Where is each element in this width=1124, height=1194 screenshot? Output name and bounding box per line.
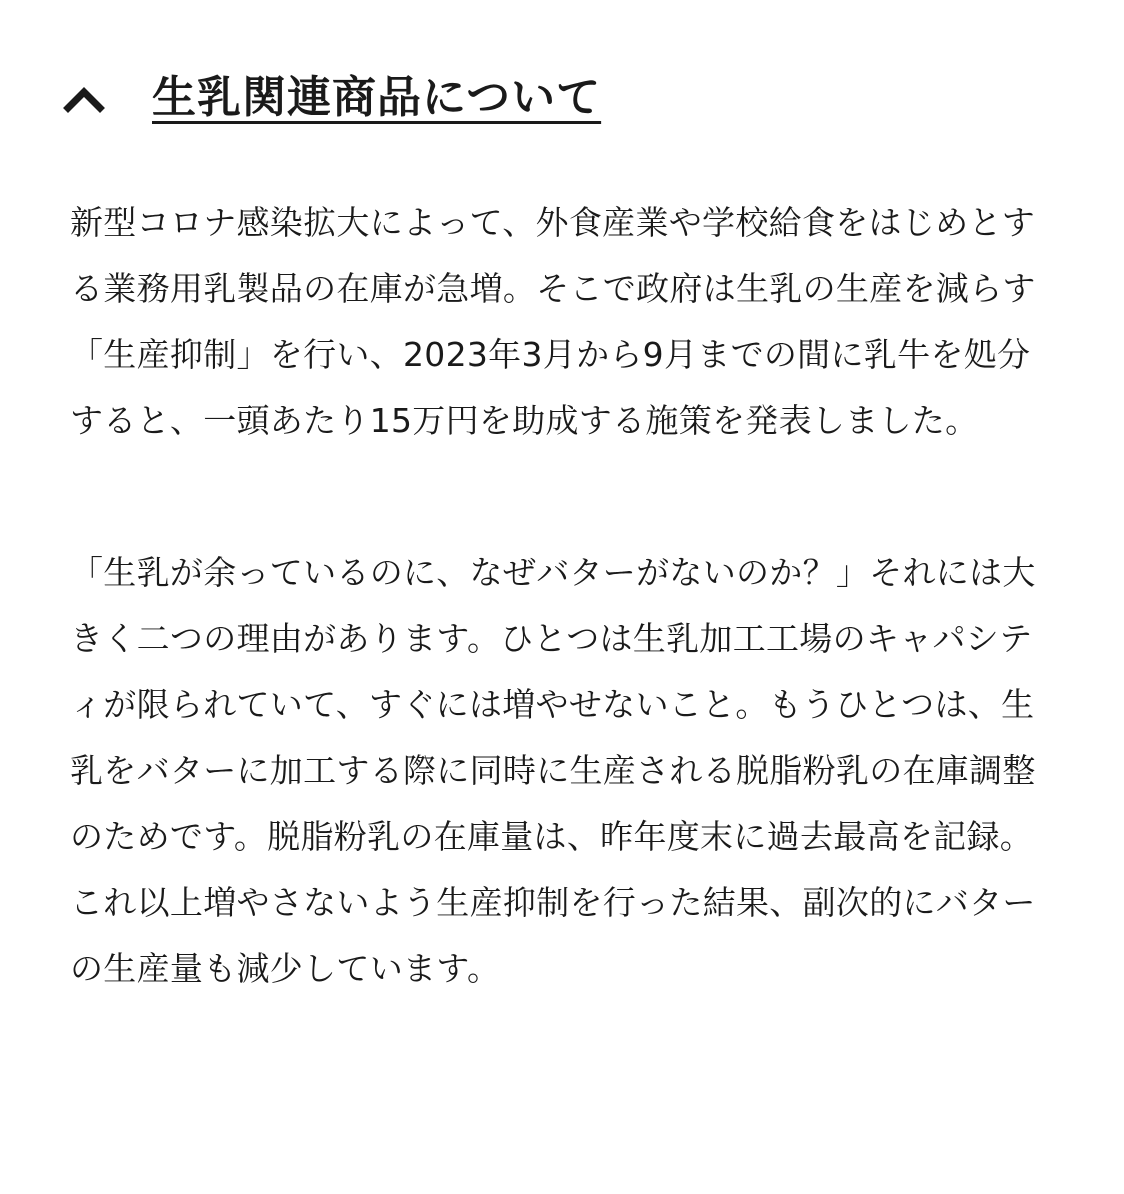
section-title[interactable]: 生乳関連商品について xyxy=(152,71,602,123)
accordion-body xyxy=(70,190,1040,1002)
accordion-header[interactable] xyxy=(58,62,1058,134)
paragraph-2: 「生乳が余っているのに、なぜバターがないのか？」それには大きく二つの理由があります。ひとつは生乳加工工場のキャパシティが限られていて、すぐには増やせないこと。もうひとつは、生乳をバターに加工する際に同時に生産される脱脂粉乳の在庫調整のためです。脱脂粉乳の在庫量は、昨年度末に過去最高を記録。これ以上増やさないよう生産抑制を行った結果、副次的にバターの生産量も減少しています。 xyxy=(70,553,1036,988)
paragraph-1: 新型コロナ感染拡大によって、外食産業や学校給食をはじめとする業務用乳製品の在庫が急増。そこで政府は生乳の生産を減らす「生産抑制」を行い、2023年3月から9月までの間に乳牛を処分すると、一頭あたり15万円を助成する施策を発表しました。 xyxy=(70,203,1036,440)
chevron-up-icon[interactable] xyxy=(58,72,110,124)
